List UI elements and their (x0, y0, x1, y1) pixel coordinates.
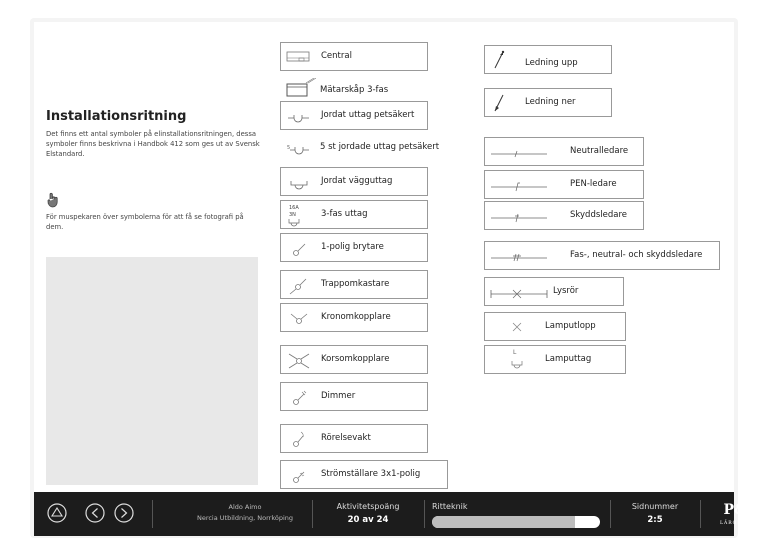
symbol-dimmer[interactable] (280, 382, 428, 411)
intro-description: Det finns ett antal symboler på elinstallationsritningen, dessa symboler finns beskrivna i Handbok 412 som ges ut av Svensk Elstandard. (46, 130, 260, 158)
svg-text:3N: 3N (289, 212, 296, 218)
symbol-ledning-upp[interactable] (484, 45, 612, 74)
symbol-central[interactable] (280, 42, 428, 71)
symbol-label: Trappomkastare (321, 279, 390, 289)
pen-conductor-icon (489, 175, 549, 195)
grounded-outlet-icon (285, 106, 313, 126)
symbol-lysror[interactable] (484, 277, 624, 306)
symbol-korsomkopplare[interactable] (280, 345, 428, 374)
author-name: Aldo Aimo (228, 503, 262, 511)
back-icon[interactable] (85, 503, 105, 523)
hand-pointer-icon (46, 192, 60, 208)
symbol-label: Fas-, neutral- och skyddsledare (570, 250, 703, 260)
protective-conductor-icon (489, 206, 549, 226)
symbol-rorelsevakt[interactable] (280, 424, 428, 453)
symbol-5-uttag[interactable] (280, 134, 450, 163)
divider (312, 500, 313, 528)
five-outlets-icon (284, 138, 312, 158)
symbol-kronomkopplare[interactable] (280, 303, 428, 332)
symbol-label: 5 st jordade uttag petsäkert (320, 142, 440, 152)
svg-text:L: L (513, 349, 517, 356)
forward-icon[interactable] (114, 503, 134, 523)
symbol-label: Ledning upp (525, 58, 578, 68)
crown-switch-icon (285, 308, 313, 328)
motion-sensor-icon (285, 429, 313, 449)
symbol-label: Jordat vägguttag (321, 176, 393, 186)
lamp-socket-icon (509, 347, 537, 367)
publisher-logo (718, 499, 762, 529)
symbol-label: Ledning ner (525, 97, 576, 107)
symbol-label: PEN-ledare (570, 179, 617, 189)
divider (424, 500, 425, 528)
bottom-nav-bar (34, 492, 761, 536)
neutral-conductor-icon (489, 142, 549, 162)
divider (152, 500, 153, 528)
symbol-label: Skyddsledare (570, 210, 627, 220)
symbol-skyddsledare[interactable] (484, 201, 644, 230)
symbol-label: Central (321, 51, 352, 61)
symbol-label: Jordat uttag petsäkert (321, 110, 415, 120)
three-phase-outlet-icon (285, 202, 313, 222)
symbol-brytare[interactable] (280, 233, 428, 262)
staircase-switch-icon (285, 275, 313, 295)
symbol-3fas-uttag[interactable] (280, 200, 428, 229)
course-name: Ritteknik (432, 502, 468, 511)
line-up-icon (491, 50, 519, 70)
hover-hint: För muspekaren över symbolerna för att få se fotografi på dem. (46, 213, 244, 231)
symbol-vagguttag[interactable] (280, 167, 428, 196)
line-down-icon (491, 93, 519, 113)
progress-fill (432, 516, 575, 528)
symbol-label: Dimmer (321, 391, 356, 401)
symbol-trappomkastare[interactable] (280, 270, 428, 299)
page-number-label: Sidnummer (631, 502, 679, 511)
author-organization: Nercia Utbildning, Norrköping (196, 514, 294, 522)
course-progress-bar (432, 516, 600, 528)
author-info (184, 502, 306, 524)
symbol-label: Lamputtag (545, 354, 592, 364)
svg-text:16A: 16A (289, 205, 299, 211)
symbol-label: 1-polig brytare (321, 242, 384, 252)
symbol-label: Lamputlopp (545, 321, 596, 331)
divider (610, 500, 611, 528)
symbol-pen-ledare[interactable] (484, 170, 644, 199)
cross-switch-icon (285, 350, 313, 370)
wall-outlet-icon (285, 172, 313, 192)
lamp-outlet-icon (509, 317, 537, 337)
three-pole-switch-icon (285, 465, 313, 485)
switch-icon (285, 238, 313, 258)
meter-cabinet-icon (284, 78, 312, 98)
phase-neutral-protective-icon (489, 246, 549, 266)
symbol-label: Strömställare 3x1-polig (321, 469, 421, 479)
symbol-matarskap[interactable] (280, 75, 428, 99)
symbol-label: Rörelsevakt (321, 433, 371, 443)
logo-subtext: LÄROMEDEL (719, 521, 761, 526)
activity-points-label: Aktivitetspoäng (336, 502, 400, 511)
symbol-label: 3-fas uttag (321, 209, 368, 219)
svg-text:5: 5 (287, 145, 291, 151)
symbol-label: Neutralledare (570, 146, 629, 156)
page-number-value: 2:5 (647, 515, 663, 525)
symbol-label: Korsomkopplare (321, 354, 390, 364)
symbol-fas-neutral-skydd[interactable] (484, 241, 720, 270)
central-icon (285, 47, 313, 67)
photo-preview-area (46, 257, 258, 485)
symbol-lamputlopp[interactable] (484, 312, 626, 341)
symbol-label: Mätarskåp 3-fas (320, 85, 389, 95)
home-icon[interactable] (47, 503, 67, 523)
symbol-stromstallare[interactable] (280, 460, 448, 489)
symbol-neutralledare[interactable] (484, 137, 644, 166)
symbol-lamputtag[interactable] (484, 345, 626, 374)
divider (700, 500, 701, 528)
symbol-ledning-ner[interactable] (484, 88, 612, 117)
logo-text: P&L (723, 502, 757, 518)
symbol-label: Lysrör (553, 286, 579, 296)
dimmer-icon (285, 387, 313, 407)
fluorescent-tube-icon (489, 282, 549, 302)
page-title: Installationsritning (46, 109, 187, 124)
activity-points-value: 20 av 24 (347, 515, 389, 525)
symbol-jordat-uttag[interactable] (280, 101, 428, 130)
symbol-label: Kronomkopplare (321, 312, 391, 322)
